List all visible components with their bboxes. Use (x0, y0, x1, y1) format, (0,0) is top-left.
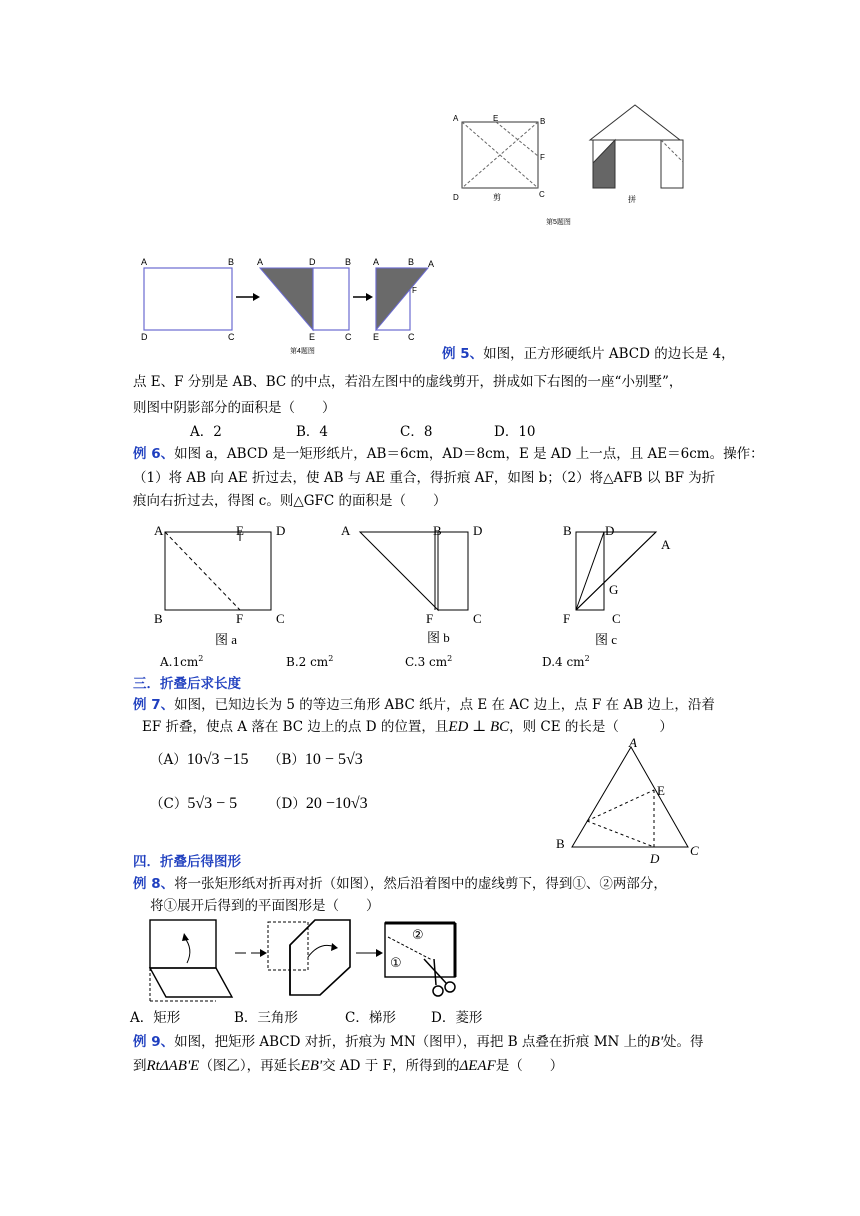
ex6-b-label-D: D (473, 523, 483, 538)
fig4-figure-caption: 第4题图 (290, 348, 315, 355)
ex8-curved-arrow-2 (308, 945, 335, 957)
fig5-house-roof (590, 105, 680, 140)
ex6-fig-c-hyp (576, 532, 656, 610)
ex7-line2-pre: EF 折叠，使点 A 落在 BC 边上的点 D 的位置，且 (142, 719, 449, 735)
fig4-3-label-E: E (373, 332, 380, 342)
ex7-option-d-expr: 20 −10√3 (305, 795, 368, 812)
ex9-line2-mid2: 交 AD 于 F，所得到的 (322, 1058, 460, 1074)
ex7-option-c-tag: （C） (150, 796, 188, 812)
ex6-option-d-exp: 2 (584, 654, 590, 663)
fig4-1-label-A: A (141, 257, 148, 267)
fig4-2-label-A: A (257, 257, 264, 267)
ex7-option-c (150, 793, 237, 815)
ex9-line2-math3: ΔEAF (459, 1058, 496, 1074)
ex6-b-label-C: C (473, 611, 482, 626)
ex6-option-a-exp: 2 (198, 654, 204, 663)
fig4-2-shaded (260, 268, 313, 330)
ex7-triangle (572, 747, 688, 847)
ex5-line2: 点 E、F 分别是 AB、BC 的中点，若沿左图中的虚线剪开，拼成如下右图的一座“小别墅”， (133, 374, 683, 390)
ex7-triangle-figure (548, 735, 718, 870)
ex6-option-d-value: D.4 cm (542, 655, 585, 669)
fig4-2-label-C: C (345, 332, 352, 342)
ex6-option-c (405, 648, 452, 673)
fig4-arrow-1-head (253, 293, 260, 301)
ex8-first-line (133, 873, 667, 895)
ex6-b-label-B: B (433, 523, 442, 538)
ex5-option-d: D．10 (494, 424, 536, 440)
ex7-fold-fd (587, 821, 654, 847)
ex6-caption-c: 图 c (595, 632, 618, 647)
fig5-assemble-caption: 拼 (628, 195, 636, 204)
ex6-fig-a-rect (165, 532, 271, 610)
ex6-a-label-A: A (154, 523, 164, 538)
ex6-option-b-value: B.2 cm (286, 655, 329, 669)
ex5-line3: 则图中阴影部分的面积是（ ） (133, 400, 336, 416)
ex7-label-A: A (629, 735, 637, 750)
ex7-label-E: E (657, 783, 665, 798)
ex6-a-label-B: B (154, 611, 163, 626)
ex9-label: 例 9、 (133, 1034, 175, 1050)
ex6-a-label-F: F (236, 611, 244, 626)
ex8-arrow-1-head (182, 933, 189, 941)
fig4-arrow-2-head (366, 293, 373, 301)
ex7-option-a (150, 749, 249, 771)
ex6-option-a (160, 648, 203, 673)
fig5-house-shaded (593, 140, 615, 188)
ex6-caption-b: 图 b (427, 630, 450, 645)
fig4-3-label-F: F (412, 286, 417, 295)
section-4-title: 四．折叠后得图形 (133, 854, 241, 870)
ex8-circle-1: ① (390, 955, 402, 970)
ex6-b-label-F: F (426, 611, 434, 626)
fig5-cut-caption: 剪 (493, 193, 501, 202)
fig5-dashed-ef (496, 122, 538, 156)
ex8-circle-2: ② (412, 927, 424, 942)
fig4-3-label-B: B (408, 257, 415, 267)
ex6-fig-b-rect (438, 532, 468, 610)
fig5-house-right-wall (661, 140, 683, 188)
ex8-option-b: B．三角形 (234, 1010, 298, 1026)
ex9-line2-mid: （图乙），再延长 (199, 1058, 301, 1074)
ex8-option-c: C．梯形 (345, 1010, 396, 1026)
fig5-label-A: A (453, 114, 459, 123)
fig5-label-F: F (540, 153, 545, 162)
ex6-line1: 如图 a，ABCD 是一矩形纸片，AB＝6cm，AD＝8cm，E 是 AD 上一点，且 AE＝6cm。操作： (174, 446, 764, 462)
ex7-label-C: C (690, 843, 699, 858)
fig4-2-label-B: B (345, 257, 352, 267)
ex6-fig-a-dashed (165, 532, 240, 610)
fig4-rect-1 (144, 268, 232, 330)
ex6-option-c-value: C.3 cm (405, 655, 448, 669)
ex6-figures (140, 515, 700, 655)
fig4-3-label-C: C (408, 332, 415, 342)
ex7-label: 例 7、 (133, 697, 175, 713)
ex8-paper-2 (290, 920, 350, 995)
ex6-c-label-G: G (609, 582, 619, 597)
ex6-first-line (133, 443, 764, 465)
ex5-option-c: C．8 (400, 424, 433, 440)
ex9-line2-pre: 到 (133, 1058, 147, 1074)
ex5-option-a: A．2 (190, 424, 222, 440)
ex6-a-label-C: C (276, 611, 285, 626)
ex9-line2-post: 是（ ） (495, 1058, 564, 1074)
ex6-caption-a: 图 a (215, 632, 238, 647)
ex6-label: 例 6、 (133, 446, 175, 462)
fig4-1-label-D: D (141, 332, 148, 342)
ex7-label-B: B (556, 836, 565, 851)
ex7-option-c-expr: 5√3 − 5 (187, 795, 238, 812)
fig5-label-E: E (493, 114, 499, 123)
ex6-c-label-A: A (661, 537, 671, 552)
ex6-option-d (542, 648, 590, 673)
ex6-option-b (286, 648, 333, 673)
fig4-3-label-A: A (373, 257, 380, 267)
ex6-c-label-D: D (605, 523, 615, 538)
ex6-line3: 痕向右折过去，得图 c。则△GFC 的面积是（ ） (133, 493, 447, 509)
ex6-option-a-value: A.1cm (160, 655, 199, 669)
ex7-line2-post: ，则 CE 的长是（ ） (509, 719, 673, 735)
fig4-2-rect (313, 268, 349, 330)
ex8-arrow-2-head (260, 949, 267, 957)
fig4-1-label-C: C (228, 332, 235, 342)
ex7-option-b (268, 749, 363, 771)
fig4-2-label-E: E (309, 332, 316, 342)
figure-4 (138, 255, 438, 360)
fig5-label-D: D (453, 193, 459, 202)
ex8-option-d: D．菱形 (431, 1010, 483, 1026)
ex7-line2-math: ED ⊥ BC (448, 719, 510, 735)
fig5-label-B: B (540, 117, 546, 126)
ex8-option-a: A．矩形 (130, 1010, 181, 1026)
ex9-first-line (133, 1031, 704, 1053)
figure-5 (450, 100, 700, 230)
ex5-line1: 如图，正方形硬纸片 ABCD 的边长是 4， (483, 346, 735, 362)
ex8-curved-arrow-1 (184, 937, 190, 963)
ex6-c-label-C: C (612, 611, 621, 626)
ex9-second-line (133, 1055, 563, 1077)
ex8-label: 例 8、 (133, 876, 175, 892)
ex9-line1-post: 处。得 (663, 1034, 704, 1050)
fig4-2-label-D: D (309, 257, 316, 267)
ex6-c-label-F: F (563, 611, 571, 626)
ex8-folding-figure (140, 915, 470, 1010)
ex8-arrow-4-head (376, 949, 383, 957)
fig4-3-label-A2: A (428, 259, 435, 269)
ex7-first-line (133, 694, 715, 716)
ex7-option-b-tag: （B） (268, 752, 305, 768)
ex7-option-a-expr: 10√3 −15 (186, 751, 249, 768)
ex8-paper-1-fold (150, 968, 232, 997)
ex6-line2: （1）将 AB 向 AE 折过去，使 AB 与 AE 重合，得折痕 AF，如图 b；（2）将△AFB 以 BF 为折 (133, 470, 716, 486)
ex7-line1: 如图，已知边长为 5 的等边三角形 ABC 纸片，点 E 在 AC 边上，点 F 在 AB 边上，沿着 (174, 697, 715, 713)
section-3-title: 三．折叠后求长度 (133, 676, 241, 692)
ex6-a-label-E: E (236, 523, 244, 538)
ex7-option-b-expr: 10 − 5√3 (304, 751, 363, 768)
ex8-paper-1 (150, 920, 216, 968)
ex6-fig-b-triangle (360, 532, 438, 610)
ex6-option-b-exp: 2 (328, 654, 334, 663)
ex5-option-b: B．4 (296, 424, 329, 440)
ex5-label: 例 5、 (442, 346, 484, 362)
ex7-option-d-tag: （D） (268, 796, 306, 812)
fig5-figure-caption: 第5题图 (546, 219, 571, 226)
ex8-paper-2-dashed (268, 922, 308, 970)
ex7-label-D: D (650, 851, 660, 866)
ex8-line1: 将一张矩形纸对折再对折（如图），然后沿着图中的虚线剪下，得到①、②两部分， (174, 876, 667, 892)
ex6-a-label-D: D (276, 523, 286, 538)
ex5-first-line (442, 343, 735, 365)
ex9-line2-math2: EB' (300, 1058, 323, 1074)
fig5-label-C: C (539, 190, 545, 199)
ex6-b-label-A: A (341, 523, 351, 538)
fig4-1-label-B: B (228, 257, 235, 267)
ex9-line2-math: RtΔAB'E (146, 1058, 200, 1074)
ex6-option-c-exp: 2 (447, 654, 453, 663)
ex9-line1-math: B' (650, 1034, 664, 1050)
fig5-right-dashed (661, 140, 683, 162)
ex8-arrow-3-head (331, 943, 338, 951)
ex7-option-d (268, 793, 368, 815)
ex6-c-label-B: B (563, 523, 572, 538)
ex9-line1-pre: 如图，把矩形 ABCD 对折，折痕为 MN（图甲），再把 B 点叠在折痕 MN 上的 (174, 1034, 651, 1050)
ex8-line2: 将①展开后得到的平面图形是（ ） (150, 898, 380, 914)
fig4-3-shaded (376, 268, 428, 330)
ex7-option-a-tag: （A） (150, 752, 187, 768)
